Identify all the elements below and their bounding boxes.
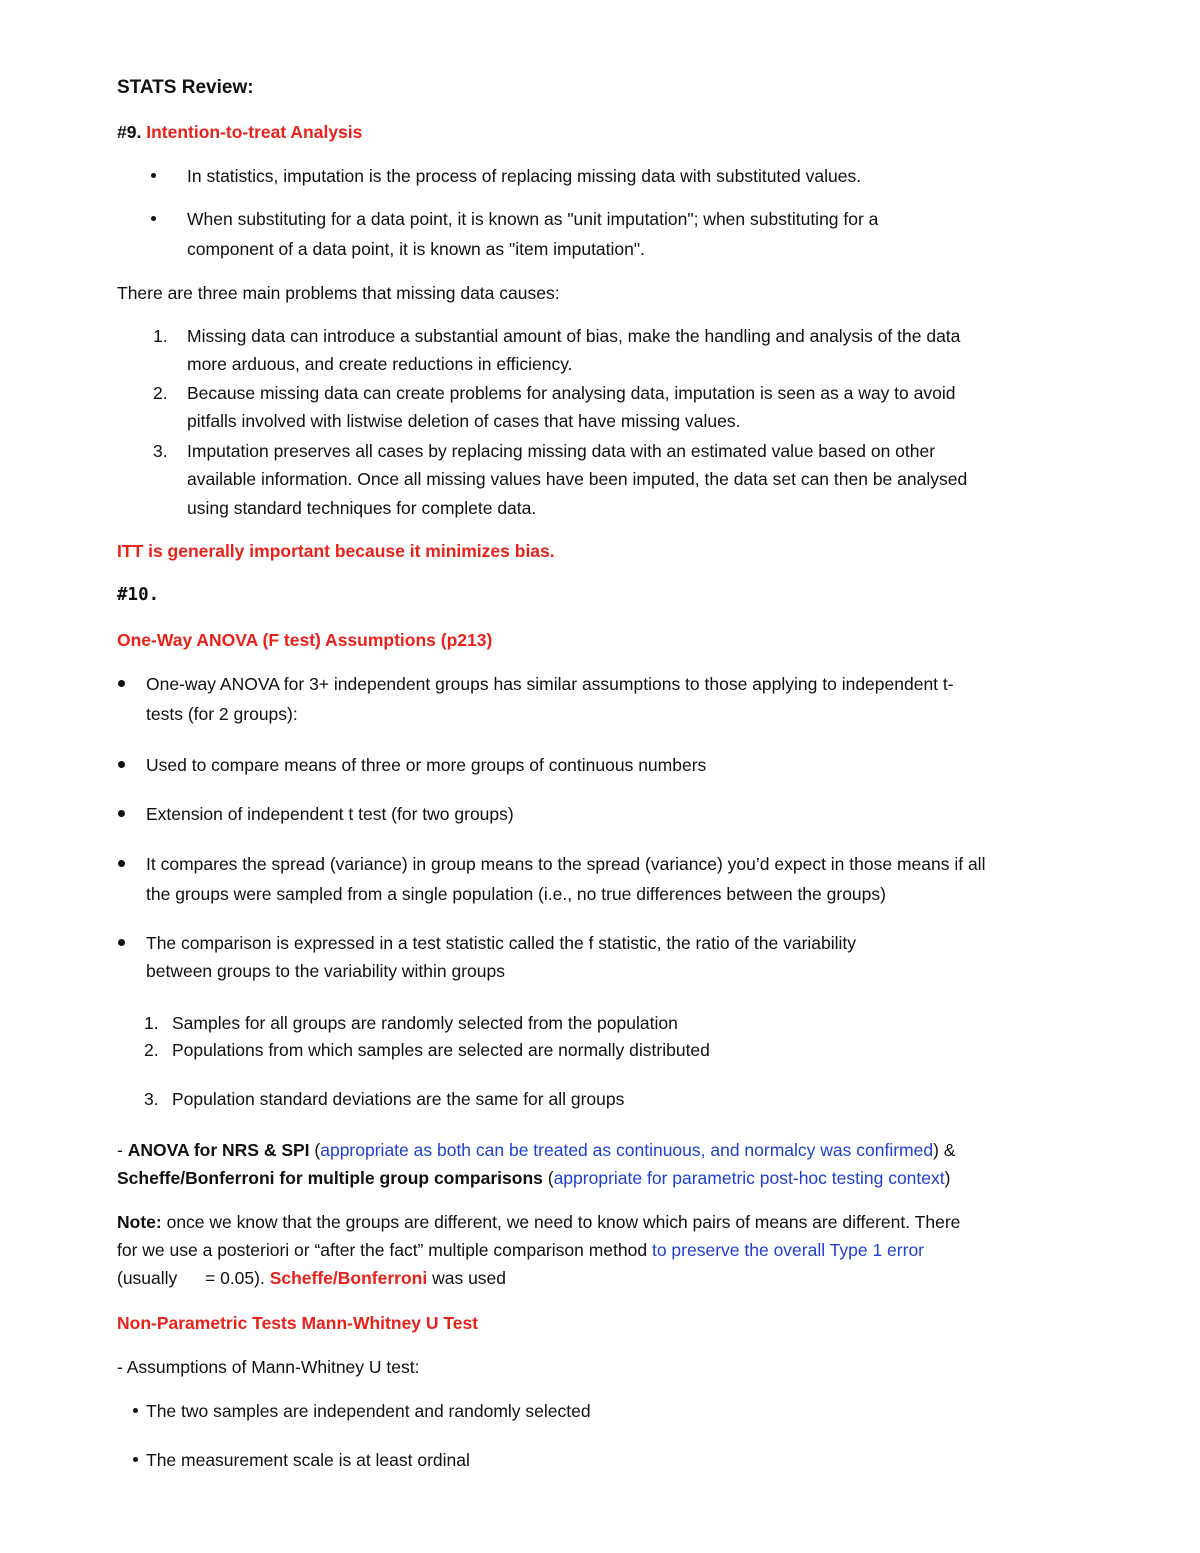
s10-bullet-3: Extension of independent t test (for two groups) [146, 804, 514, 824]
paren: ( [309, 1140, 321, 1160]
s9-bullet-2-cont: component of a data point, it is known as "item imputation". [187, 239, 645, 259]
s9-item-2-line-1: Because missing data can create problems for analysing data, imputation is seen as a way to avoid [187, 383, 956, 403]
nonparametric-heading: Non-Parametric Tests Mann-Whitney U Test [117, 1313, 479, 1333]
note-label: Note: [117, 1212, 162, 1232]
note-line-1 [117, 1211, 960, 1233]
paren: ( [542, 1168, 554, 1188]
document-title: STATS Review: [117, 77, 254, 98]
anova-line-1 [117, 1139, 955, 1161]
note-line-2 [117, 1239, 924, 1261]
note-text: (usually [117, 1268, 178, 1288]
s10-bullet-5-line-1: The comparison is expressed in a test statistic called the f statistic, the ratio of the variability [146, 933, 857, 953]
list-number: 1. [144, 1013, 159, 1033]
bullet-icon [151, 216, 156, 221]
anova-line-2 [117, 1167, 950, 1189]
assumption-1: Samples for all groups are randomly selected from the population [172, 1013, 678, 1033]
section-10-heading: One-Way ANOVA (F test) Assumptions (p213) [117, 630, 493, 650]
note-text: was used [427, 1268, 507, 1288]
nonparametric-intro: - Assumptions of Mann-Whitney U test: [117, 1357, 420, 1377]
s10-bullet-5-line-2: between groups to the variability within groups [146, 961, 505, 981]
s9-item-3-line-2: available information. Once all missing values have been imputed, the data set can then be analysed [187, 469, 968, 489]
s9-item-3-line-1: Imputation preserves all cases by replacing missing data with an estimated value based on other [187, 441, 936, 461]
assumption-3: Population standard deviations are the same for all groups [172, 1089, 625, 1109]
assumption-2: Populations from which samples are selected are normally distributed [172, 1040, 710, 1060]
note-line-3 [117, 1267, 177, 1289]
s9-conclusion: ITT is generally important because it minimizes bias. [117, 541, 555, 561]
dash: - [117, 1140, 128, 1160]
bullet-icon [118, 860, 125, 867]
bullet-icon [133, 1457, 138, 1462]
list-number: 2. [144, 1040, 159, 1060]
s10-bullet-1-line-2: tests (for 2 groups): [146, 704, 298, 724]
posthoc-justification: appropriate for parametric post-hoc testing context [553, 1168, 945, 1188]
s10-bullet-4-line-1: It compares the spread (variance) in group means to the spread (variance) you’d expect in those means if all [146, 854, 986, 874]
s10-bullet-2: Used to compare means of three or more groups of continuous numbers [146, 755, 707, 775]
bullet-icon [118, 810, 125, 817]
s9-item-1-line-1: Missing data can introduce a substantial amount of bias, make the handling and analysis of the data [187, 326, 961, 346]
anova-label: ANOVA for NRS & SPI [127, 1140, 310, 1160]
bullet-icon [118, 939, 125, 946]
section-10-number: #10. [117, 585, 160, 605]
list-number: 3. [153, 441, 168, 461]
s9-item-3-line-3: using standard techniques for complete data. [187, 498, 537, 518]
s9-item-1-line-2: more arduous, and create reductions in efficiency. [187, 354, 573, 374]
s9-intro: There are three main problems that missing data causes: [117, 283, 560, 303]
s10-bullet-4-line-2: the groups were sampled from a single population (i.e., no true differences between the groups) [146, 884, 886, 904]
np-bullet-1: The two samples are independent and randomly selected [146, 1401, 591, 1421]
section-9-heading [117, 121, 362, 143]
section-9-title: Intention-to-treat Analysis [146, 122, 363, 142]
posthoc-label: Scheffe/Bonferroni for multiple group comparisons [117, 1168, 543, 1188]
list-number: 3. [144, 1089, 159, 1109]
paren: ) [944, 1168, 951, 1188]
s9-bullet-2: When substituting for a data point, it is known as "unit imputation"; when substituting for a [187, 209, 879, 229]
note-text: once we know that the groups are different, we need to know which pairs of means are different. There [161, 1212, 961, 1232]
np-bullet-2: The measurement scale is at least ordinal [146, 1450, 470, 1470]
note-line-3-cont [205, 1267, 506, 1289]
s9-bullet-1: In statistics, imputation is the process of replacing missing data with substituted values. [187, 166, 862, 186]
list-number: 2. [153, 383, 168, 403]
note-method: Scheffe/Bonferroni [269, 1268, 428, 1288]
s9-item-2-line-2: pitfalls involved with listwise deletion of cases that have missing values. [187, 411, 741, 431]
section-9-number: #9. [117, 122, 147, 142]
bullet-icon [118, 761, 125, 768]
note-text: = 0.05). [205, 1268, 270, 1288]
s10-bullet-1-line-1: One-way ANOVA for 3+ independent groups has similar assumptions to those applying to independent t- [146, 674, 954, 694]
note-emphasis: to preserve the overall Type 1 error [651, 1240, 925, 1260]
bullet-icon [118, 680, 125, 687]
anova-justification: appropriate as both can be treated as continuous, and normalcy was confirmed [320, 1140, 934, 1160]
bullet-icon [133, 1408, 138, 1413]
bullet-icon [151, 173, 156, 178]
list-number: 1. [153, 326, 168, 346]
paren: ) & [933, 1140, 956, 1160]
note-text: for we use a posteriori or “after the fact” multiple comparison method [117, 1240, 652, 1260]
